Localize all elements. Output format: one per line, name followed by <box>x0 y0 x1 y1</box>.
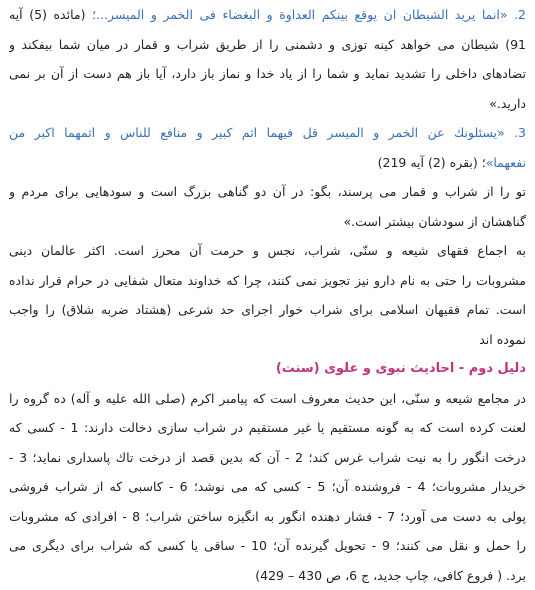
item2-line2: 91) شيطان مى خواهد كينه توزى و دشمنى را از طريق شراب و قمار در ميان شما بيفكند و <box>9 36 526 52</box>
item2-line1 <box>9 0 526 30</box>
item3-line2 <box>9 148 526 178</box>
hadith-line2: لعنت كرده است كه به گونه مستقيم يا غير مستقيم در شراب سازى دخالت دارند: 1 - كسى كه <box>9 420 526 435</box>
item3-line4: گناهشان از سودشان بيشتر است.» <box>343 213 526 229</box>
section-heading: دليل دوم - احاديث نبوى و علوى (سنت) <box>275 361 526 376</box>
hadith-line3: درخت انگور را به نيت شراب غرس كند؛ 2 - آن كه بدين قصد از درخت تاك پاسدارى نمايد؛ 3 - <box>9 449 526 465</box>
item2-reference: (مائده (5) آيه <box>9 7 93 22</box>
item2-line3: تضادهاى داخلى را تشديد نمايد و شما را از ياد خدا و نماز باز دارد، آيا باز هم دست از آن بر نمى <box>9 66 526 81</box>
item2-line4: داريد.» <box>489 95 526 111</box>
consensus-line2: مشروبات را حتى به نام دارو نيز تجويز نمى كنند، چرا كه خداوند متعال شفايى در حرام قرار نداده <box>9 272 526 288</box>
hadith-line1: در مجامع شيعه و سنّى، اين حديث معروف است كه پيامبر اكرم (صلى الله عليه و آله) ده گروه را <box>9 390 526 406</box>
hadith-line5: پولى به دست مى آورد؛ 7 - فشار دهنده انگور به انگيزه ساختن شراب؛ 8 - افرادى كه مشروبات <box>9 508 526 524</box>
consensus-line4: نموده اند <box>479 331 526 347</box>
item3-reference: ؛ (بقره (2) آيه 219) <box>377 154 486 170</box>
hadith-line7: برد. ( فروع كافى، چاپ جديد، ج 6، ص 430 – 429) <box>255 567 526 583</box>
hadith-line6: را حمل و نقل مى كنند؛ 9 - تحويل گيرنده آن؛ 10 - ساقى يا كسى كه شراب براى ديگرى مى <box>9 538 526 553</box>
consensus-line1: به اجماع فقهاى شيعه و سنّى، شراب، نجس و حرمت آن محرز است. اكثر عالمان دينى <box>9 243 526 258</box>
item2-arabic-quote: 2. «انما يريد الشيطان ان يوقع بينكم العداوة و البغضاء فى الخمر و الميسر...؛ <box>92 7 526 22</box>
item3-quote-line1: 3. «يسئلونك عن الخمر و الميسر قل فيهما اثم كبير و منافع للناس و اثمهما اكبر من <box>9 125 526 140</box>
item3-quote-end: نفعهما» <box>485 154 526 170</box>
hadith-line4: خريدار مشروبات؛ 4 - فروشنده آن؛ 5 - كسى كه مى نوشد؛ 6 - كاسبى كه از شراب فروشى <box>9 479 526 494</box>
item3-line3: تو را از شراب و قمار مى پرسند، بگو: در آن دو گناهى بزرگ است و سودهايى براى مردم و <box>9 184 526 199</box>
consensus-line3: است. تمام فقيهان اسلامى براى شراب خوار اجراى حد شرعى (هشتاد ضربه شلاق) را واجب <box>9 302 526 317</box>
